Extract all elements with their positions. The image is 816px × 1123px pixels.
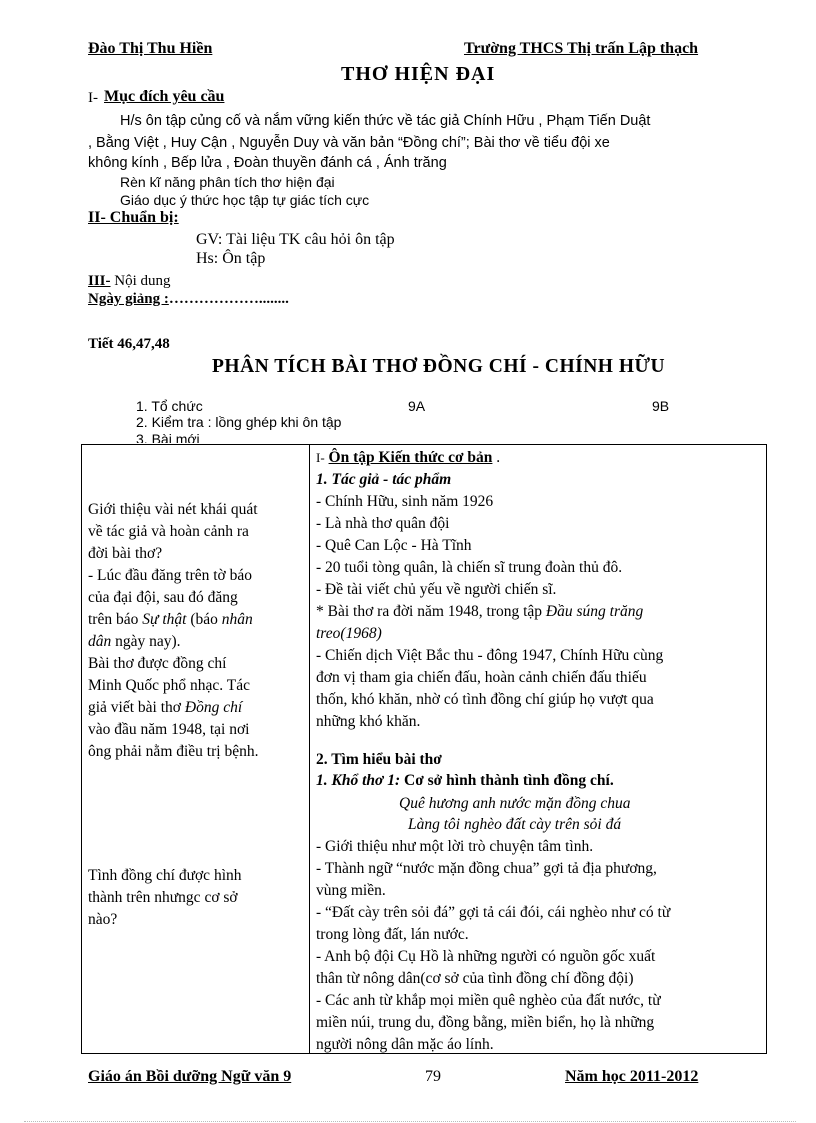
analysis-line: người nông dân mặc áo lính. xyxy=(316,1036,494,1053)
lesson-periods: Tiết 46,47,48 xyxy=(88,336,170,352)
section1-line-2: , Bằng Việt , Huy Cận , Nguyễn Duy và văn bản “Đồng chí”; Bài thơ về tiểu đội xe xyxy=(88,135,610,151)
teaching-date xyxy=(88,291,289,308)
footer-course: Giáo án Bồi dưỡng Ngữ văn 9 xyxy=(88,1068,292,1085)
q1-line-with-italic xyxy=(88,609,253,631)
analysis-line: - Anh bộ đội Cụ Hồ là những người có nguồn gốc xuất xyxy=(316,948,656,965)
context-line: đơn vị tham gia chiến đấu, hoàn cảnh chiến đấu thiếu xyxy=(316,669,647,686)
q1-line-with-italic xyxy=(88,631,181,653)
newspaper-name: Sự thật xyxy=(142,611,187,628)
author-fact: - 20 tuổi tòng quân, là chiến sĩ trung đoàn thủ đô. xyxy=(316,559,623,576)
section1-number: I- xyxy=(88,90,98,106)
q1-line: Minh Quốc phổ nhạc. Tác xyxy=(88,677,250,694)
q1-line: của đại đội, sau đó đăng xyxy=(88,589,238,606)
q1-line: vào đầu năm 1948, tại nơi xyxy=(88,721,250,738)
lesson-title: PHÂN TÍCH BÀI THƠ ĐỒNG CHÍ - CHÍNH HỮU xyxy=(212,356,666,377)
q1-line: Bài thơ được đồng chí xyxy=(88,655,227,672)
author-fact: - Đề tài viết chủ yếu về người chiến sĩ. xyxy=(316,581,557,598)
page-bottom-rule xyxy=(24,1121,796,1122)
stanza-title: Cơ sở hình thành tình đồng chí. xyxy=(400,772,614,789)
student-prep: Hs: Ôn tập xyxy=(196,250,266,267)
section1-line-5: Giáo dục ý thức học tập tự giác tích cực xyxy=(120,192,370,208)
context-line: thốn, khó khăn, nhờ có tình đồng chí giúp họ vượt qua xyxy=(316,691,654,708)
collection-name-cont: treo xyxy=(316,625,341,642)
subheading-author-work: 1. Tác giả - tác phẩm xyxy=(316,471,452,488)
page-number: 79 xyxy=(425,1068,441,1085)
collection-name: Đầu súng trăng xyxy=(545,603,644,620)
q2-line: nào? xyxy=(88,911,118,928)
section2-heading: II- Chuẩn bị: xyxy=(88,209,179,226)
q1-line: - Lúc đầu đăng trên tờ báo xyxy=(88,567,252,584)
poem-name: Đồng chí xyxy=(184,699,243,716)
q1-line: đời bài thơ? xyxy=(88,545,163,562)
analysis-line: - Các anh từ khắp mọi miền quê nghèo của đất nước, từ xyxy=(316,992,661,1009)
analysis-line: thân từ nông dân(cơ sở của tình đồng chí đồng đội) xyxy=(316,970,634,987)
poem-publication-cont xyxy=(316,623,382,645)
verse-line: Làng tôi nghèo đất cày trên sỏi đá xyxy=(408,816,622,833)
q1-line: về tác giả và hoàn cảnh ra xyxy=(88,523,249,540)
q1-line-with-italic xyxy=(88,697,242,719)
review-heading: Ôn tập Kiến thức cơ bản xyxy=(328,449,493,466)
context-line: những khó khăn. xyxy=(316,713,421,730)
author-name: Đào Thị Thu Hiền xyxy=(88,40,213,57)
poem-publication xyxy=(316,601,643,623)
main-title: THƠ HIỆN ĐẠI xyxy=(341,63,496,85)
subheading-poem-study: 2. Tìm hiểu bài thơ xyxy=(316,751,442,768)
author-fact: - Chính Hữu, sinh năm 1926 xyxy=(316,493,494,510)
analysis-line: trong lòng đất, lán nước. xyxy=(316,926,469,943)
section3-heading: Nội dung xyxy=(110,273,171,289)
analysis-line: - Thành ngữ “nước mặn đồng chua” gợi tả địa phương, xyxy=(316,860,657,877)
q1-line: ông phải nằm điều trị bệnh. xyxy=(88,743,259,760)
text-run: ngày nay). xyxy=(111,633,181,650)
column-divider xyxy=(309,445,310,1053)
teacher-prep: GV: Tài liệu TK câu hỏi ôn tập xyxy=(196,231,395,248)
stanza-heading xyxy=(316,770,614,792)
author-fact: - Là nhà thơ quân đội xyxy=(316,515,450,532)
q2-line: Tình đồng chí được hình xyxy=(88,867,242,884)
q1-line: Giới thiệu vài nét khái quát xyxy=(88,501,258,518)
text-run: * Bài thơ ra đời năm 1948, trong tập xyxy=(316,603,546,620)
q2-line: thành trên nhưngc cơ sở xyxy=(88,889,238,906)
class-9b: 9B xyxy=(652,398,670,414)
section1-line-4: Rèn kĩ năng phân tích thơ hiện đại xyxy=(120,174,335,190)
collection-year: (1968) xyxy=(340,625,382,642)
text-run: (báo xyxy=(186,611,222,628)
newspaper-name-2: nhân xyxy=(221,611,253,628)
analysis-line: vùng miền. xyxy=(316,882,386,899)
review-heading-line xyxy=(316,447,500,469)
lesson-item-1: 1. Tổ chức xyxy=(136,398,203,414)
context-line: - Chiến dịch Việt Bắc thu - đông 1947, Chính Hữu cùng xyxy=(316,647,664,664)
analysis-line: miền núi, trung du, đồng bằng, miền biển, họ là những xyxy=(316,1014,655,1031)
date-placeholder: ………………........ xyxy=(168,291,289,307)
footer-school-year: Năm học 2011-2012 xyxy=(565,1068,699,1085)
lesson-item-2: 2. Kiểm tra : lồng ghép khi ôn tập xyxy=(136,414,342,430)
verse-line: Quê hương anh nước mặn đồng chua xyxy=(399,795,631,812)
section3-line xyxy=(88,273,171,290)
section1-line-3: không kính , Bếp lửa , Đoàn thuyền đánh cá , Ánh trăng xyxy=(88,155,447,171)
date-label: Ngày giảng : xyxy=(88,291,169,307)
lesson-item-3: 3. Bài mới xyxy=(136,431,200,443)
section1-line-1: H/s ôn tập củng cố và nắm vững kiến thức về tác giả Chính Hữu , Phạm Tiến Duật xyxy=(120,113,651,129)
analysis-line: - Giới thiệu như một lời trò chuyện tâm tình. xyxy=(316,838,594,855)
class-9a: 9A xyxy=(408,398,426,414)
stanza-label: 1. Khổ thơ 1: xyxy=(316,772,401,789)
lesson-table xyxy=(81,444,767,1054)
review-number: I- xyxy=(316,450,325,465)
review-dot: . xyxy=(492,449,501,466)
text-run: trên báo xyxy=(88,611,143,628)
school-name: Trường THCS Thị trấn Lập thạch xyxy=(464,40,699,57)
section1-heading: Mục đích yêu cầu xyxy=(104,88,225,105)
analysis-line: - “Đất cày trên sỏi đá” gợi tả cái đói, cái nghèo như có từ xyxy=(316,904,671,921)
newspaper-name-2b: dân xyxy=(88,633,112,650)
text-run: giả viết bài thơ xyxy=(88,699,185,716)
author-fact: - Quê Can Lộc - Hà Tĩnh xyxy=(316,537,472,554)
section3-number: III- xyxy=(88,273,111,289)
